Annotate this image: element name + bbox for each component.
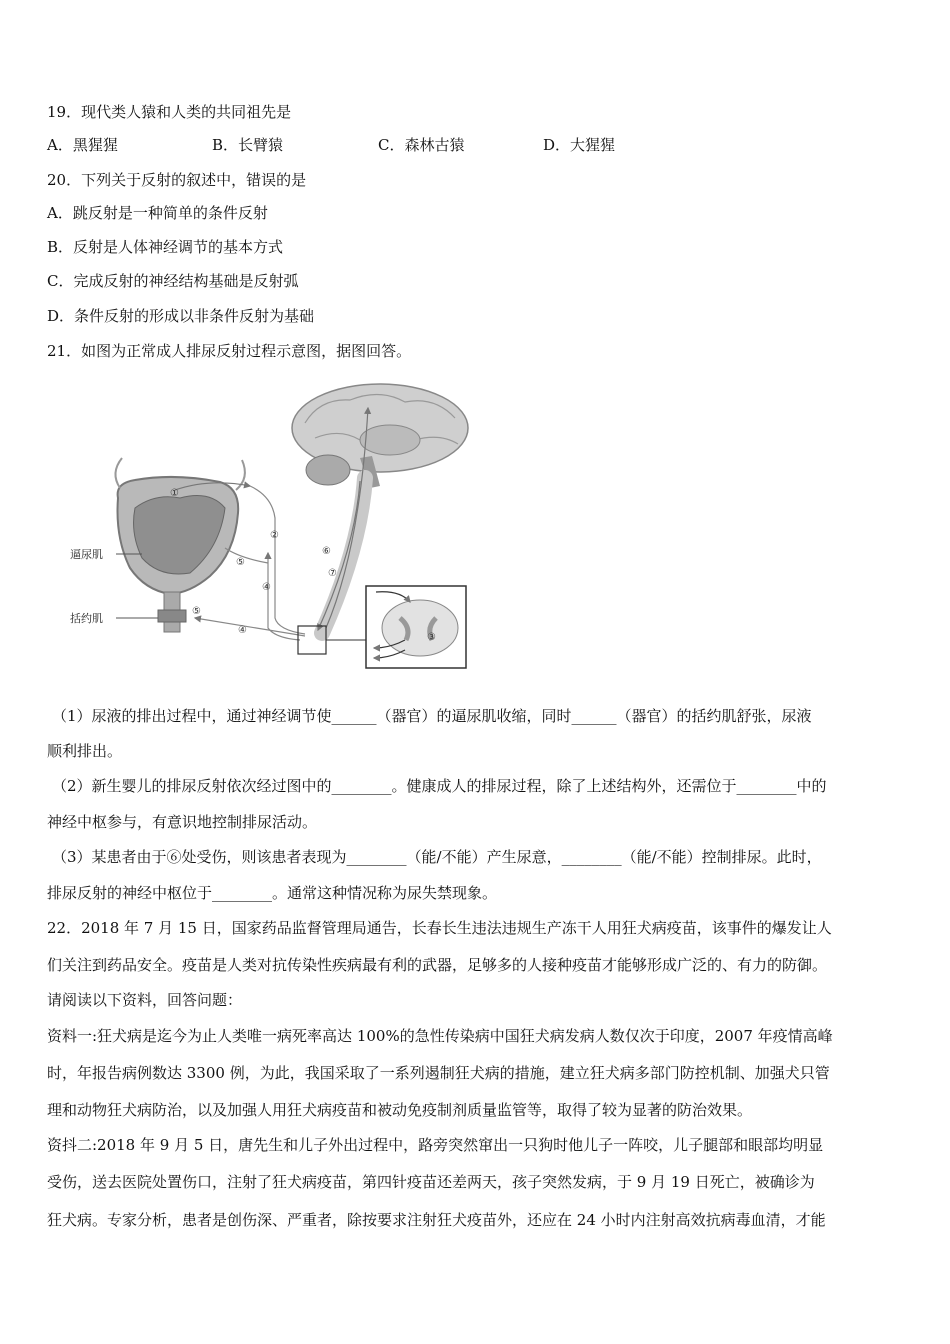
q22-line3: 请阅读以下资料，回答问题： (47, 991, 243, 1009)
marker-5b: ⑤ (192, 606, 201, 617)
q21-sub3-line1: （3）某患者由于⑥处受伤，则该患者表现为________（能/不能）产生尿意，________（能/不能）控制排尿。此时， (52, 848, 822, 866)
marker-2: ② (270, 530, 279, 541)
marker-7: ⑦ (328, 568, 337, 579)
q22-material2-line3: 狂犬病。专家分析，患者是创伤深、严重者，除按要求注射狂犬疫苗外，还应在 24 小时内注射高效抗病毒血清，才能 (47, 1211, 826, 1229)
marker-6: ⑥ (322, 546, 331, 557)
q22-line2: 们关注到药品安全。疫苗是人类对抗传染性疾病最有利的武器，足够多的人接种疫苗才能够形成广泛的、有力的防御。 (47, 956, 828, 974)
label-detrusor: 逼尿肌 (70, 548, 103, 561)
q22-material1-line1: 资料一:狂犬病是迄今为止人类唯一病死率高达 100%的急性传染病中国狂犬病发病人数仅次于印度，2007 年疫情高峰 (47, 1027, 833, 1045)
q22-material2-line2: 受伤，送去医院处置伤口，注射了狂犬病疫苗，第四针疫苗还差两天，孩子突然发病，于 9 月 19 日死亡，被确诊为 (47, 1173, 815, 1191)
q21-stem: 21．如图为正常成人排尿反射过程示意图，据图回答。 (47, 342, 412, 360)
q21-sub2-line2: 神经中枢参与，有意识地控制排尿活动。 (47, 813, 318, 831)
spinal-cord-inset (366, 586, 466, 668)
q22-material2-line1: 资抖二:2018 年 9 月 5 日，唐先生和儿子外出过程中，路旁突然窜出一只狗时他儿子一阵咬，儿子腿部和眼部均明显 (47, 1136, 824, 1154)
q19-option-b: B．长臂猿 (212, 136, 284, 154)
q22-line1: 22．2018 年 7 月 15 日，国家药品监督管理局通告，长春长生违法违规生产冻干人用狂犬病疫苗，该事件的爆发让人 (47, 919, 832, 937)
q20-option-a: A．跳反射是一种简单的条件反射 (47, 204, 268, 222)
brain-illustration (292, 384, 468, 488)
q21-sub2-line1: （2）新生婴儿的排尿反射依次经过图中的________。健康成人的排尿过程，除了上述结构外，还需位于________中的 (52, 777, 827, 795)
q21-sub1-line1: （1）尿液的排出过程中，通过神经调节使______（器官）的逼尿肌收缩，同时______（器官）的括约肌舒张，尿液 (52, 707, 812, 725)
q21-sub1-line2: 顺利排出。 (47, 742, 123, 760)
micturition-reflex-diagram (60, 378, 480, 678)
q19-stem: 19．现代类人猿和人类的共同祖先是 (47, 103, 292, 121)
q22-material1-line2: 时，年报告病例数达 3300 例，为此，我国采取了一系列遏制狂犬病的措施，建立狂犬病多部门防控机制、加强犬只管 (47, 1064, 830, 1082)
label-sphincter: 括约肌 (70, 612, 103, 625)
q20-option-b: B．反射是人体神经调节的基本方式 (47, 238, 284, 256)
marker-3: ③ (427, 632, 436, 643)
marker-4: ④ (262, 582, 271, 593)
q21-sub3-line2: 排尿反射的神经中枢位于________。通常这种情况称为尿失禁现象。 (47, 884, 498, 902)
q20-stem: 20．下列关于反射的叙述中，错误的是 (47, 171, 307, 189)
q19-option-a: A．黑猩猩 (47, 136, 118, 154)
q19-option-d: D．大猩猩 (543, 136, 616, 154)
q22-material1-line3: 理和动物狂犬病防治，以及加强人用狂犬病疫苗和被动免疫制剂质量监管等，取得了较为显著的防治效果。 (47, 1101, 753, 1119)
q20-option-c: C．完成反射的神经结构基础是反射弧 (47, 272, 299, 290)
q20-option-d: D．条件反射的形成以非条件反射为基础 (47, 307, 315, 325)
marker-4b: ④ (238, 625, 247, 636)
bladder-illustration (115, 458, 244, 632)
marker-5: ⑤ (236, 557, 245, 568)
marker-1: ① (170, 488, 179, 499)
q19-option-c: C．森林古猿 (378, 136, 465, 154)
